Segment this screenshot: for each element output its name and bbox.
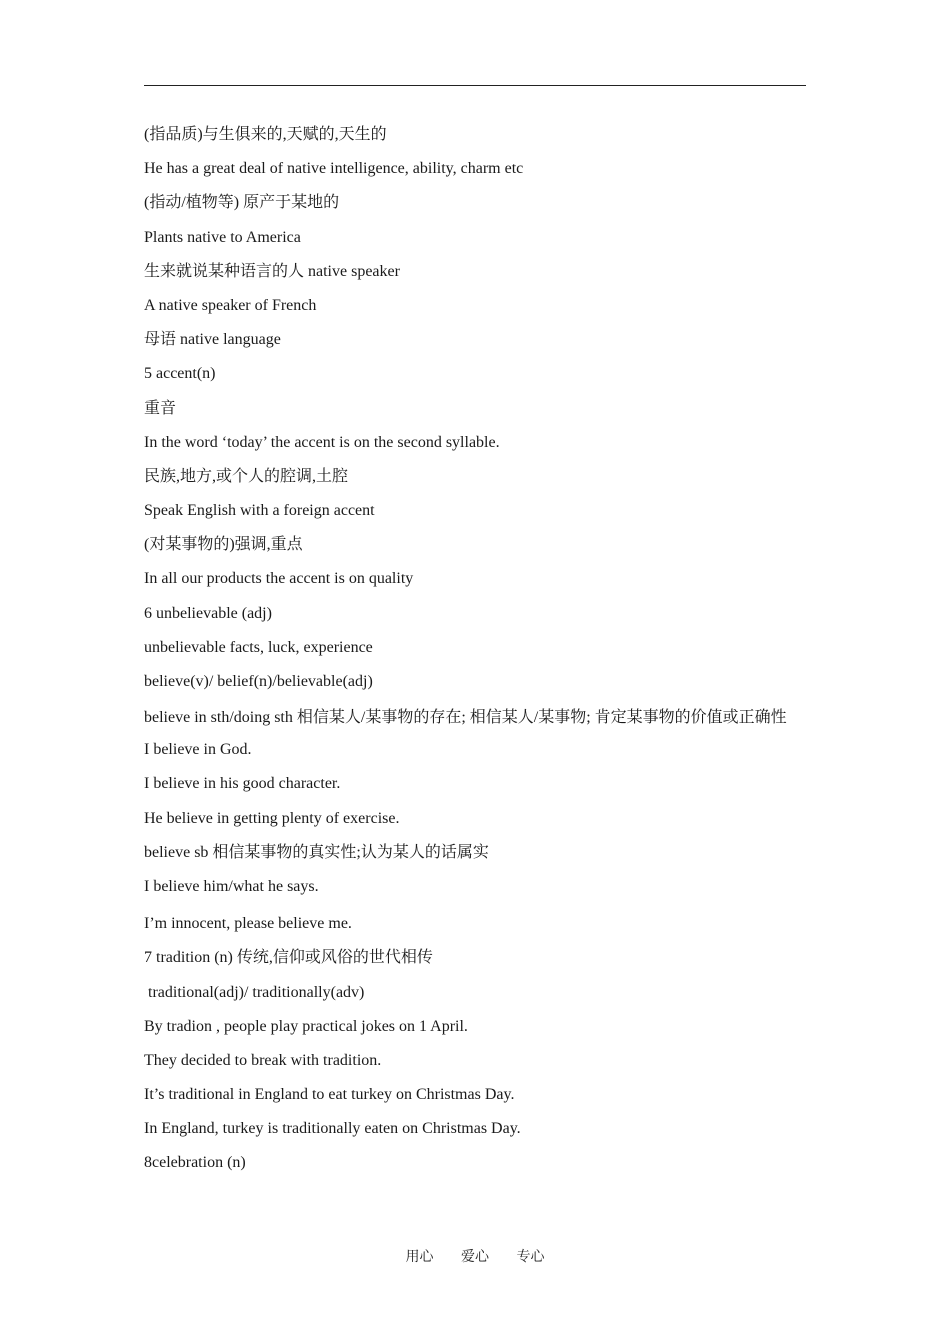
- document-body: [144, 118, 808, 1181]
- text-line: 民族,地方,或个人的腔调,土腔: [144, 467, 349, 485]
- text-line: 母语 native language: [144, 331, 281, 349]
- text-line: By tradion , people play practical jokes on 1 April.: [144, 1017, 468, 1035]
- text-line: believe(v)/ belief(n)/believable(adj): [144, 673, 373, 690]
- page-footer: [0, 1246, 950, 1266]
- text-line: I believe in God.: [144, 741, 252, 759]
- text-line: He believe in getting plenty of exercise.: [144, 809, 400, 827]
- text-line: I’m innocent, please believe me.: [144, 915, 352, 933]
- text-line: A native speaker of French: [144, 296, 317, 314]
- text-line: (对某事物的)强调,重点: [144, 536, 303, 554]
- text-line: (指品质)与生俱来的,天赋的,天生的: [144, 126, 387, 143]
- text-line: believe in sth/doing sth 相信某人/某事物的存在; 相信某人/某事物; 肯定某事物的价值或正确性: [144, 709, 787, 727]
- text-line: (指动/植物等) 原产于某地的: [144, 194, 340, 212]
- text-line: I believe in his good character.: [144, 775, 341, 793]
- header-rule: [144, 85, 806, 86]
- text-line: believe sb 相信某事物的真实性;认为某人的话属实: [144, 843, 489, 861]
- text-line: traditional(adj)/ traditionally(adv): [144, 983, 365, 1001]
- footer-word: 专心: [516, 1250, 545, 1265]
- text-line: 6 unbelievable (adj): [144, 604, 272, 622]
- text-line: Speak English with a foreign accent: [144, 502, 375, 520]
- text-line: They decided to break with tradition.: [144, 1051, 382, 1069]
- text-line: 重音: [144, 399, 177, 417]
- footer-word: 用心: [405, 1250, 434, 1265]
- text-line: unbelievable facts, luck, experience: [144, 638, 373, 656]
- text-line: 8celebration (n): [144, 1154, 246, 1172]
- text-line: In the word ‘today’ the accent is on the second syllable.: [144, 433, 500, 451]
- text-line: It’s traditional in England to eat turkey on Christmas Day.: [144, 1086, 515, 1104]
- text-line: 5 accent(n): [144, 365, 216, 383]
- text-line: In all our products the accent is on quality: [144, 570, 414, 588]
- text-line: 7 tradition (n) 传统,信仰或风俗的世代相传: [144, 949, 433, 967]
- text-line: I believe him/what he says.: [144, 877, 319, 895]
- text-line: 生来就说某种语言的人 native speaker: [144, 262, 400, 280]
- text-line: In England, turkey is traditionally eaten on Christmas Day.: [144, 1120, 521, 1138]
- text-line: He has a great deal of native intelligence, ability, charm etc: [144, 160, 524, 178]
- text-line: Plants native to America: [144, 228, 301, 246]
- footer-word: 爱心: [461, 1250, 489, 1265]
